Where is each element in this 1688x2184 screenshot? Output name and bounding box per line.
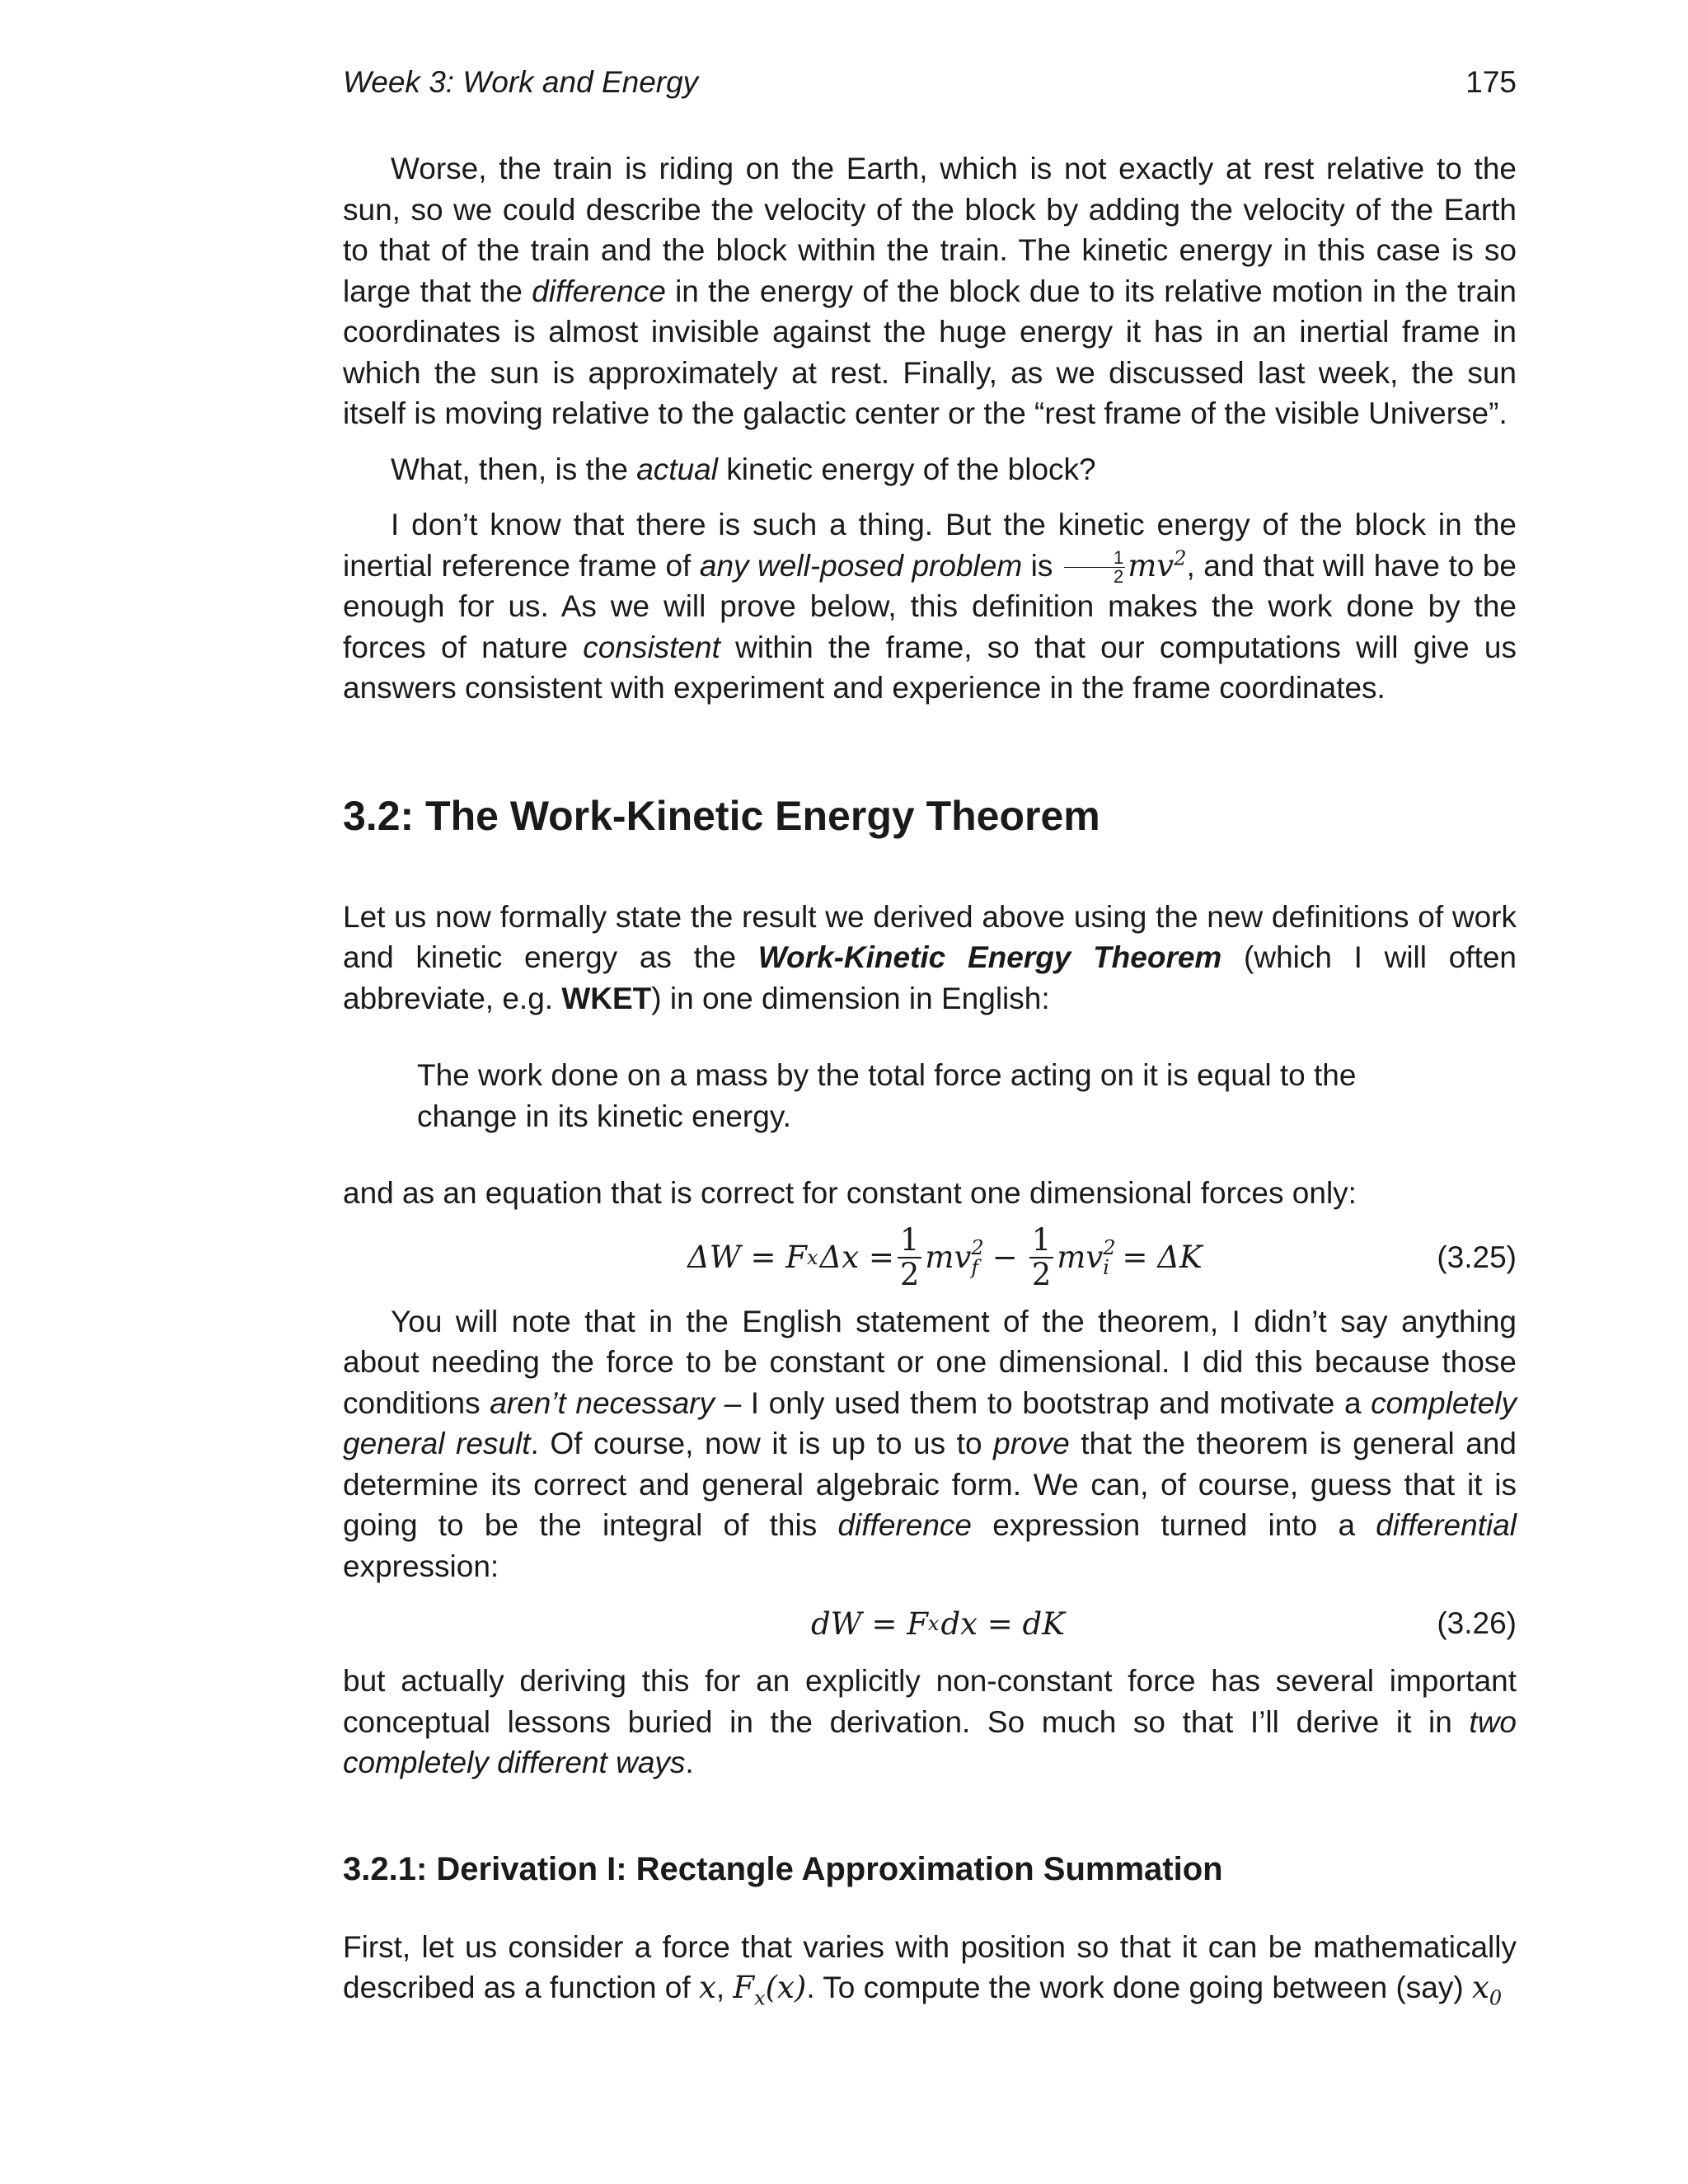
equation-3-26 — [343, 1586, 1517, 1661]
paragraph-7 — [343, 1661, 1517, 1783]
inline-frac-numerator: 1 — [1064, 549, 1125, 568]
eq325-frac-2 — [1029, 1221, 1054, 1292]
theorem-statement: The work done on a mass by the total force acting on it is equal to the change in its kinetic energy. — [417, 1058, 1357, 1133]
para7-emphasis: two completely different ways — [343, 1704, 1517, 1780]
eq325-term2: mv — [1057, 1240, 1104, 1276]
para8-text-a: First, let us consider a force that varies with position so that it can be mathematically described as a function of — [343, 1929, 1517, 2005]
para3-text-a: I don’t know that there is such a thing. But the kinetic energy of the block in the inertial reference frame of — [343, 508, 1517, 583]
inline-expr-exponent: 2 — [1174, 546, 1187, 570]
eq325-term1-sub: f — [971, 1255, 979, 1279]
paragraph-1 — [343, 148, 1517, 434]
para8-math-x0-sub: 0 — [1489, 1986, 1503, 2010]
section-heading: 3.2: The Work-Kinetic Energy Theorem — [343, 792, 1100, 839]
para4-text-e: ) in one dimension in English: — [651, 981, 1050, 1015]
para8-math-F-sub: x — [754, 1986, 766, 2010]
para3-emphasis: any well-posed problem — [699, 548, 1023, 583]
para6-text-a: You will note that in the English statement of the theorem, I didn’t say anything about needing the force to be constant or one dimensional. I did this because those conditions — [343, 1304, 1517, 1420]
paragraph-5: and as an equation that is correct for constant one dimensional forces only: — [343, 1176, 1357, 1211]
para1-text-a: Worse, the train is riding on the Earth, which is not exactly at rest relative to the sun, so we could describe the velocity of the block by adding the velocity of the Earth to that of the train and the block within the train. The kinetic energy in this case is so large that the — [343, 152, 1517, 308]
paragraph-8 — [343, 1927, 1517, 2008]
eq326-lhs: dW = F — [811, 1605, 928, 1642]
page-number: 175 — [1465, 65, 1517, 99]
paragraph-6 — [343, 1301, 1517, 1587]
para8-math-x: x — [698, 1970, 716, 2006]
inline-frac-denominator: 2 — [1113, 566, 1124, 588]
para2-emphasis: actual — [636, 452, 718, 486]
para6-text-e: . Of course, now it is up to us to — [530, 1427, 994, 1461]
eq325-term2-sub: i — [1103, 1255, 1109, 1279]
equation-number-3-26: (3.26) — [1437, 1606, 1517, 1641]
para8-comma: , — [715, 1971, 734, 2005]
equation-3-25-body: ΔW = F x Δx = $\frac{1}{2}$ mv 2 f − $\frac{1}{2}$ mv 2 i = ΔK — [687, 1221, 1203, 1292]
frac-numerator: 1 — [1029, 1224, 1054, 1258]
para3-emphasis-2: consistent — [583, 630, 720, 664]
para3-text-c: is — [1022, 548, 1062, 583]
frac-denominator: 2 — [1031, 1256, 1052, 1292]
para8-text-b: . To compute the work done going between (say) — [806, 1971, 1472, 2005]
para4-text-c: (which I will often abbreviate, e.g. — [343, 940, 1517, 1015]
para6-text-i: expression turned into a — [971, 1508, 1376, 1543]
running-head — [343, 58, 1517, 107]
eq325-term1: mv — [925, 1240, 972, 1276]
para1-text-c: in the energy of the block due to its relative motion in the train coordinates is almost invisible against the huge energy it has in an inertial frame in which the sun is approximately at rest. Finally, as we discussed last week, the sun itself is moving relative to the galactic center or the “rest frame of the visible Universe”. — [343, 274, 1517, 430]
paragraph-2 — [343, 449, 1517, 490]
page — [343, 58, 1517, 2008]
eq325-rhs: = ΔK — [1122, 1240, 1203, 1276]
para6-emphasis-2: completely general result — [343, 1385, 1517, 1461]
para3-text-d: , and that will have to be enough for us. As we will prove below, this definition makes the work done by the forces of nature — [343, 548, 1517, 664]
para6-emphasis-3: prove — [993, 1427, 1070, 1461]
para8-math-x0: x — [1471, 1970, 1489, 2006]
eq325-term2-sup: 2 — [1103, 1235, 1116, 1259]
para6-text-g: that the theorem is general and determine its correct and general algebraic form. We can, of course, guess that it is going to be the integral of this — [343, 1427, 1517, 1543]
para2-text-c: kinetic energy of the block? — [717, 452, 1096, 486]
frac-numerator: 1 — [898, 1224, 922, 1258]
para8-math-F-arg: (x) — [765, 1970, 807, 2006]
para6-text-c: – I only used them to bootstrap and motivate a — [715, 1385, 1372, 1420]
para8-math-F: F — [733, 1970, 755, 2006]
inline-expr: mv — [1128, 547, 1175, 583]
eq325-term1-sup: 2 — [971, 1235, 984, 1259]
frac-denominator: 2 — [899, 1256, 920, 1292]
running-head-title: Week 3: Work and Energy — [343, 65, 699, 99]
para4-text-a: Let us now formally state the result we derived above using the new definitions of work and kinetic energy as the — [343, 899, 1517, 975]
para2-text-a: What, then, is the — [391, 452, 637, 486]
para7-text-c: . — [685, 1746, 694, 1780]
equation-number-3-25: (3.25) — [1437, 1240, 1517, 1274]
para6-text-k: expression: — [343, 1549, 499, 1583]
equation-3-26-body: dW = F x dx = dK — [811, 1605, 1065, 1642]
eq325-lhs: ΔW = F — [687, 1240, 807, 1276]
equation-3-25 — [343, 1217, 1517, 1298]
para6-emphasis-1: aren’t necessary — [490, 1385, 715, 1420]
eq325-frac-1 — [898, 1221, 922, 1292]
paragraph-3 — [343, 504, 1517, 709]
para3-text-f: within the frame, so that our computations will give us answers consistent with experiment and experience in the frame coordinates. — [343, 630, 1517, 705]
para1-emphasis: difference — [532, 274, 666, 308]
eq326-rhs: dx = dK — [940, 1605, 1065, 1642]
eq325-minus: − — [992, 1240, 1018, 1276]
eq325-lhs2: Δx = — [819, 1240, 894, 1276]
subsection-heading: 3.2.1: Derivation I: Rectangle Approximation Summation — [343, 1850, 1223, 1887]
para6-emphasis-5: differential — [1376, 1508, 1517, 1543]
inline-fraction — [1064, 549, 1125, 586]
theorem-name: Work-Kinetic Energy Theorem — [757, 940, 1222, 975]
paragraph-4 — [343, 897, 1517, 1019]
para6-emphasis-4: difference — [837, 1508, 972, 1543]
para7-text-a: but actually deriving this for an explicitly non-constant force has several important conceptual lessons buried in the derivation. So much so that I’ll derive it in — [343, 1664, 1517, 1739]
theorem-abbrev: WKET — [561, 981, 652, 1015]
